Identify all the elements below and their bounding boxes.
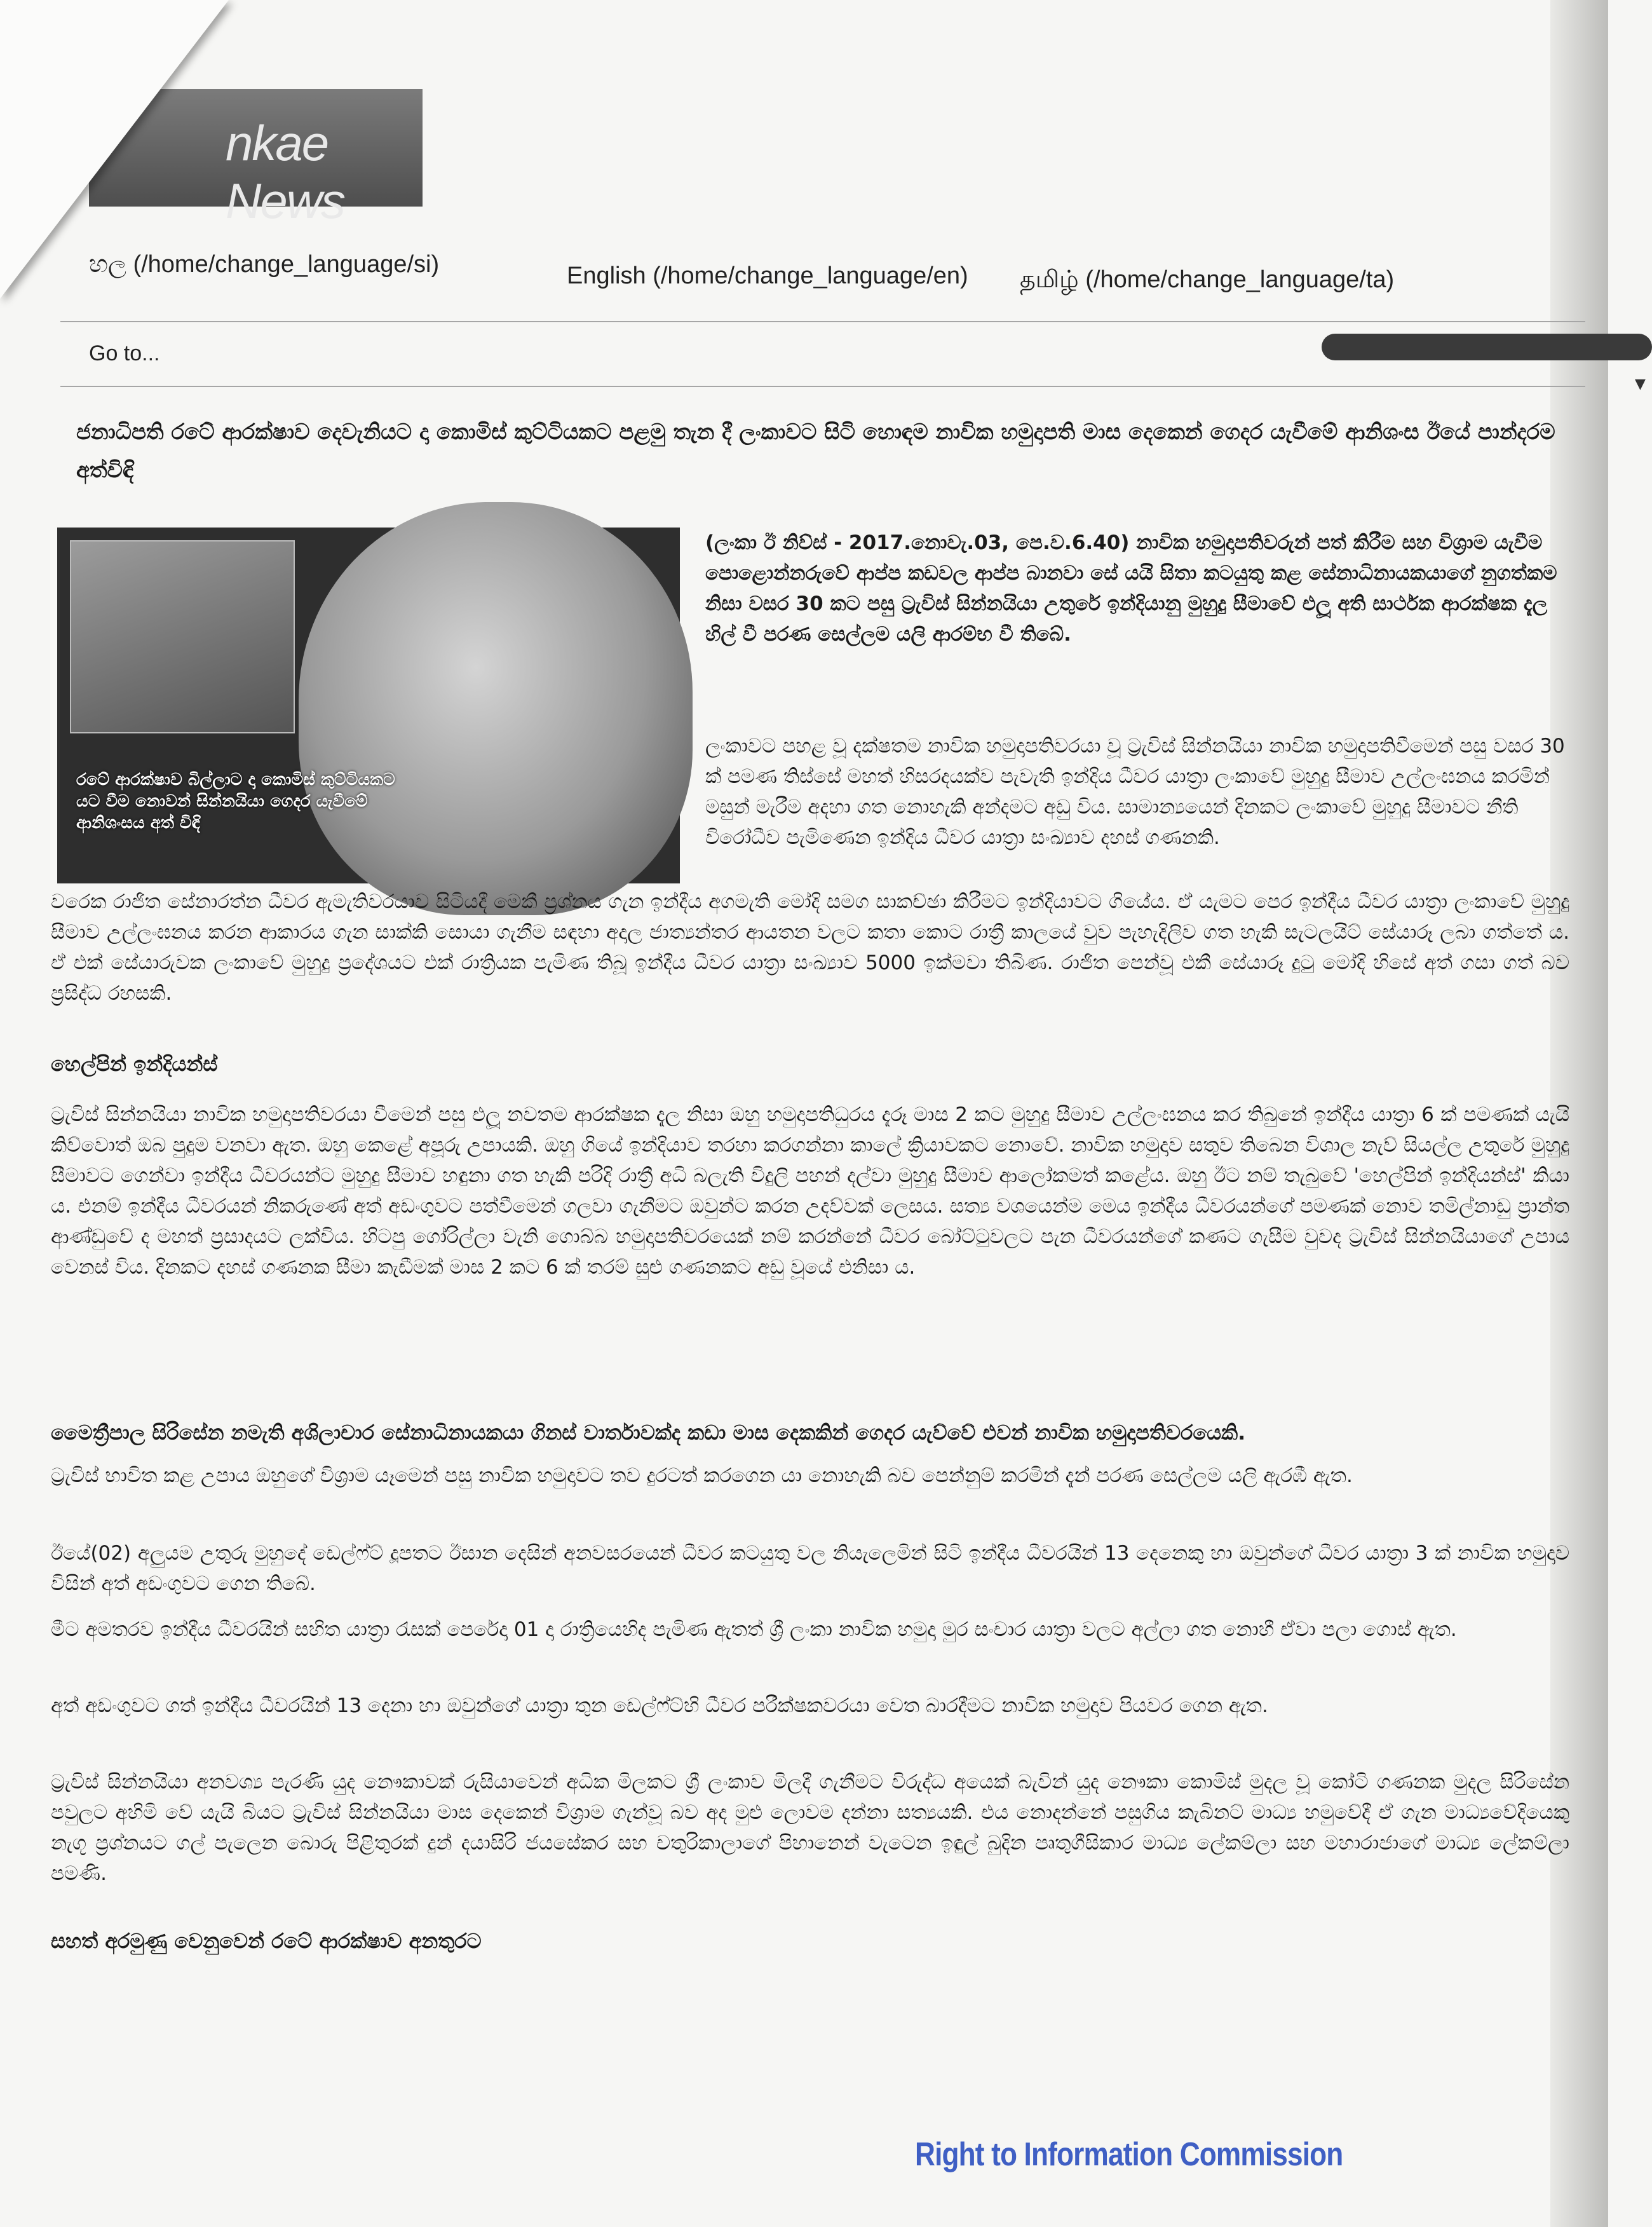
- paragraph-7: ට්‍රැවිස් සින්නයියා අනවශ්‍ය පැරණි යුද නෞකාවක් රුසියාවෙන් අධික මිලකට ශ්‍රී ලංකාව මිලදී ගැනීමට විරුද්ධ අයෙක් බැවින් යුද නෞකා කොමිස් මුදල වූ කෝටි ගණනක මුදල සිරිසේන පවුලට අහිමි වේ යැයි බියට ට්‍රැවිස් සින්නයියා මාස දෙකෙන් විශ්‍රාම ගැන්වූ බව අද මුළු ලොවම දන්නා සත්‍යයකි. එය නොදන්නේ පසුගිය කැබිනට් මාධ්‍ය හමුවේදී ඒ ගැන මාධ්‍යවේදියෙකු නැගූ ප්‍රශ්නයට ගල් පැලෙන බොරු පිළිතුරක් දුන් දයාසිරි ජයසේකර සහ චතුරිකාලාගේ පිහානෙන් වැටෙන ඉඳුල් බුදින පෘතුගීසිකාර මාධ්‍ය ලේකම්ලා සහ මහාරාජාගේ මාධ්‍ය ලේකම්ලා පමණි.: [51, 1771, 1569, 1885]
- language-bar: [89, 251, 1550, 296]
- paragraph-5: මීට අමතරව ඉන්දීය ධීවරයින් සහිත යාත්‍රා රැසක් පෙරේදා 01 දා රාත්‍රියෙහිද පැමිණ ඇතත් ශ්‍රී ලංකා නාවික හමුදා මුර සංචාර යාත්‍රා වලට අල්ලා ගත නොහී ඒවා පලා ගොස් ඇත.: [51, 1618, 1457, 1641]
- redacted-area: [1322, 334, 1652, 360]
- navigation-bar: [60, 321, 1646, 392]
- paragraph-1-continued: වරෙක රාජිත සේනාරත්න ධීවර ඇමැතිවරයාව සිටියදී මෙකී ප්‍රශ්නය ගැන ඉන්දීය අගමැති මෝදි සමග සාකච්ඡා කිරීමට ඉන්දියාවට ගියේය. ඒ යැමට පෙර ඉන්දීය ධීවර යාත්‍රා ලංකාවේ මුහුදු සීමාව උල්ලංඝනය කරන ආකාරය ගැන සාක්කි සොයා ගැනීම සඳහා අදාල ජාත්‍යන්තර ආයතන වලට කතා කොට රාත්‍රී කාලයේ වුව පැහැදිලිව ගත හැකි සැටලයිට් සේයාරූ ලබා ගත්තේ ය. ඒ එක් සේයාරුවක ලංකාවේ මුහුදු ප්‍රදේශයට එක් රාත්‍රියක පැමිණ තිබූ ඉන්දීය ධීවර යාත්‍රා සංඛ්‍යාව 5000 ඉක්මවා තිබිණ. රාජිත පෙන්වූ එකී සේයාරූ දුටු මෝදි හිසේ අත් ගසා ගත් බව ප්‍රසිද්ධ රහසකි.: [51, 890, 1569, 1005]
- paragraph-2: ට්‍රැවිස් සින්නයියා නාවික හමුදාපතිවරයා වීමෙන් පසු එලූ නවතම ආරක්ෂක දැල නිසා ඔහු හමුදාපතිධුරය දැරූ මාස 2 කට මුහුදු සීමාව උල්ලංඝනය කර තිබුනේ ඉන්දීය යාත්‍රා 6 ක් පමණක් යැයි කිව්වොත් ඔබ පුදුම වනවා ඇත. ඔහු කෙළේ අපූරු උපායකි. ඔහු ගියේ ඉන්දියාව තරහා කරගන්නා කාලේ ක්‍රියාවකට නොවේ. නාවික හමුදාව සතුව තිබෙන විශාල නැව් සියල්ල උතුරේ මුහුදු සීමාවට ගෙන්වා ඉන්දීය ධීවරයන්ට මුහුදු සීමාව හඳුනා ගත හැකි පරිදි රාත්‍රී අධි බලැති විදුලි පහන් දල්වා මුහුදු සීමාව ආලෝකමත් කළේය. ඔහු ඊට නම් තැබුවේ 'හෙල්පින් ඉන්දියන්ස්' කියා ය. එනම් ඉන්දීය ධීවරයන් නිකරුණේ අත් අඩංගුවට පත්වීමෙන් ගලවා ගැනීමට ඔවුන්ට කරන උදව්වක් ලෙසය. සත්‍ය වශයෙන්ම මෙය ඉන්දීය ධීවරයන්ගේ පමණක් නොව තමිල්නාඩු ප්‍රාන්ත ආණ්ඩුවේ ද මහත් ප්‍රසාදයට ලක්විය. හිටපු ගෝරිල්ලා වැනි ගොබ්බ හමුදාපතිවරයෙක් නම් කරන්නේ ධීවර බෝට්ටුවලට පැන ධීවරයන්ගේ කණට ගැසීම වුවද ට්‍රැවිස් සින්නයියාගේ උපාය වෙනස් විය. දිනකට දහස් ගණනක සීමා කැඩීමක් මාස 2 කට 6 ක් තරම් සුළු ගණනකට අඩු වූයේ එනිසා ය.: [51, 1103, 1569, 1279]
- paragraph-4: ඊයේ(02) අලුයම උතුරු මුහුදේ ඩෙල්ෆ්ට් දූපතට ඊසාන දෙසින් අනවසරයෙන් ධීවර කටයුතු වල නියැලෙමින් සිටි ඉන්දීය ධීවරයින් 13 දෙනෙකු හා ඔවුන්ගේ ධීවර යාත්‍රා 3 ක් නාවික හමුදාව විසින් අත් අඩංගුවට ගෙන තිබේ.: [51, 1542, 1569, 1595]
- article-photo: [57, 528, 680, 883]
- language-link-english[interactable]: English (/home/change_language/en): [567, 262, 968, 289]
- portrait-image: [299, 502, 693, 915]
- rti-commission-stamp: Right to Information Commission: [915, 2136, 1343, 2173]
- subheading-helping-indians: හෙල්පින් ඉන්දියන්ස්: [51, 1052, 218, 1076]
- logo-text: nkae News: [226, 115, 345, 229]
- inset-photo: [70, 540, 295, 733]
- dropdown-caret-icon[interactable]: ▼: [1635, 376, 1646, 392]
- paragraph-6: අත් අඩංගුවට ගත් ඉන්දීය ධීවරයින් 13 දෙනා හා ඔවුන්ගේ යාත්‍රා තුන ඩෙල්ෆ්ට්හි ධීවර පරීක්ෂකවරයා වෙත බාරදීමට නාවික හමුදාව පියවර ගෙන ඇත.: [51, 1694, 1268, 1717]
- language-link-sinhala[interactable]: හල (/home/change_language/si): [89, 251, 440, 278]
- language-link-tamil[interactable]: தமிழ் (/home/change_language/ta): [1020, 266, 1395, 293]
- goto-menu[interactable]: Go to...: [89, 341, 160, 365]
- paragraph-1: ලංකාවට පහළ වූ දක්ෂතම නාවික හමුදාපතිවරයා වූ ට්‍රැවිස් සින්නයියා නාවික හමුදාපතිවීමෙන් පසු වසර 30 ක් පමණ තිස්සේ මහත් හිසරදයක්ව පැවැති ඉන්දිය ධීවර යාත්‍රා ලංකාවේ මුහුදු සීමාව උල්ලංඝනය කරමින් මසුන් මැරීම අදහා ගත නොහැකි අන්දමට අඩු විය. සාමාන්‍යයෙන් දිනකට ලංකාවේ මුහුදු සීමාවට නීති විරෝධීව පැමිණෙන ඉන්දිය ධීවර යාත්‍රා සංඛ්‍යාව දහස් ගණනකි.: [705, 735, 1565, 849]
- paragraph-3: ට්‍රැවිස් භාවිත කළ උපාය ඔහුගේ විශ්‍රාම යෑමෙන් පසු නාවික හමුදාවට තව දුරටත් කරගෙන යා නොහැකි බව පෙන්නුම් කරමින් දැන් පරණ සෙල්ලම යලි ඇරඹී ඇත.: [51, 1464, 1353, 1487]
- paragraph-8: සහත් අරමුණු වෙනුවෙන් රටේ ආරක්ෂාව අනතුරට: [51, 1929, 482, 1953]
- photo-caption: රටේ ආරක්ෂාව බිල්ලාට දා කොමිස් කුට්ටියකට යට වීම නොවන් සින්නයියා ගෙදර යැවීමේ ආනිශංසය අත් විඳි: [76, 770, 395, 833]
- article-headline: ජනාධිපති රටේ ආරක්ෂාව දෙවැනියට දා කොමිස් කුට්ටියකට පළමු තැන දී ලංකාවට සිටි හොඳම නාවික හමුදාපති මාස දෙකෙන් ගෙදර යැවීමේ ආනිශංස ඊයේ පාන්දරම අත්විඳි: [76, 419, 1555, 483]
- article-lead: (ලංකා ඊ නිව්ස් - 2017.නොවැ.03, පෙ.ව.6.40) නාවික හමුදාපතිවරුන් පත් කිරීම සහ විශ්‍රාම යැවීම පොළොන්නරුවේ ආප්ප කඩවල ආප්ප බානවා සේ යයි සිතා කටයුතු කළ සේනාධිනායකයාගේ නුගත්කම නිසා වසර 30 කට පසු ට්‍රැවිස් සින්නයියා උතුරේ ඉන්දියානු මුහුදු සීමාවේ එලූ අති සාර්ථක ආරක්ෂක දැල හිල් වී පරණ සෙල්ලම යලි ආරම්භ වී තිබේ.: [705, 531, 1557, 646]
- subheading-sirisena: මෛත්‍රීපාල සිරිසේන නමැති අශිලාචාර සේනාධිනායකයා ගිනස් වාර්තාවක්ද කඩා මාස දෙකකින් ගෙදර යැව්වේ එවන් නාවික හමුදාපතිවරයෙකි.: [51, 1420, 1246, 1445]
